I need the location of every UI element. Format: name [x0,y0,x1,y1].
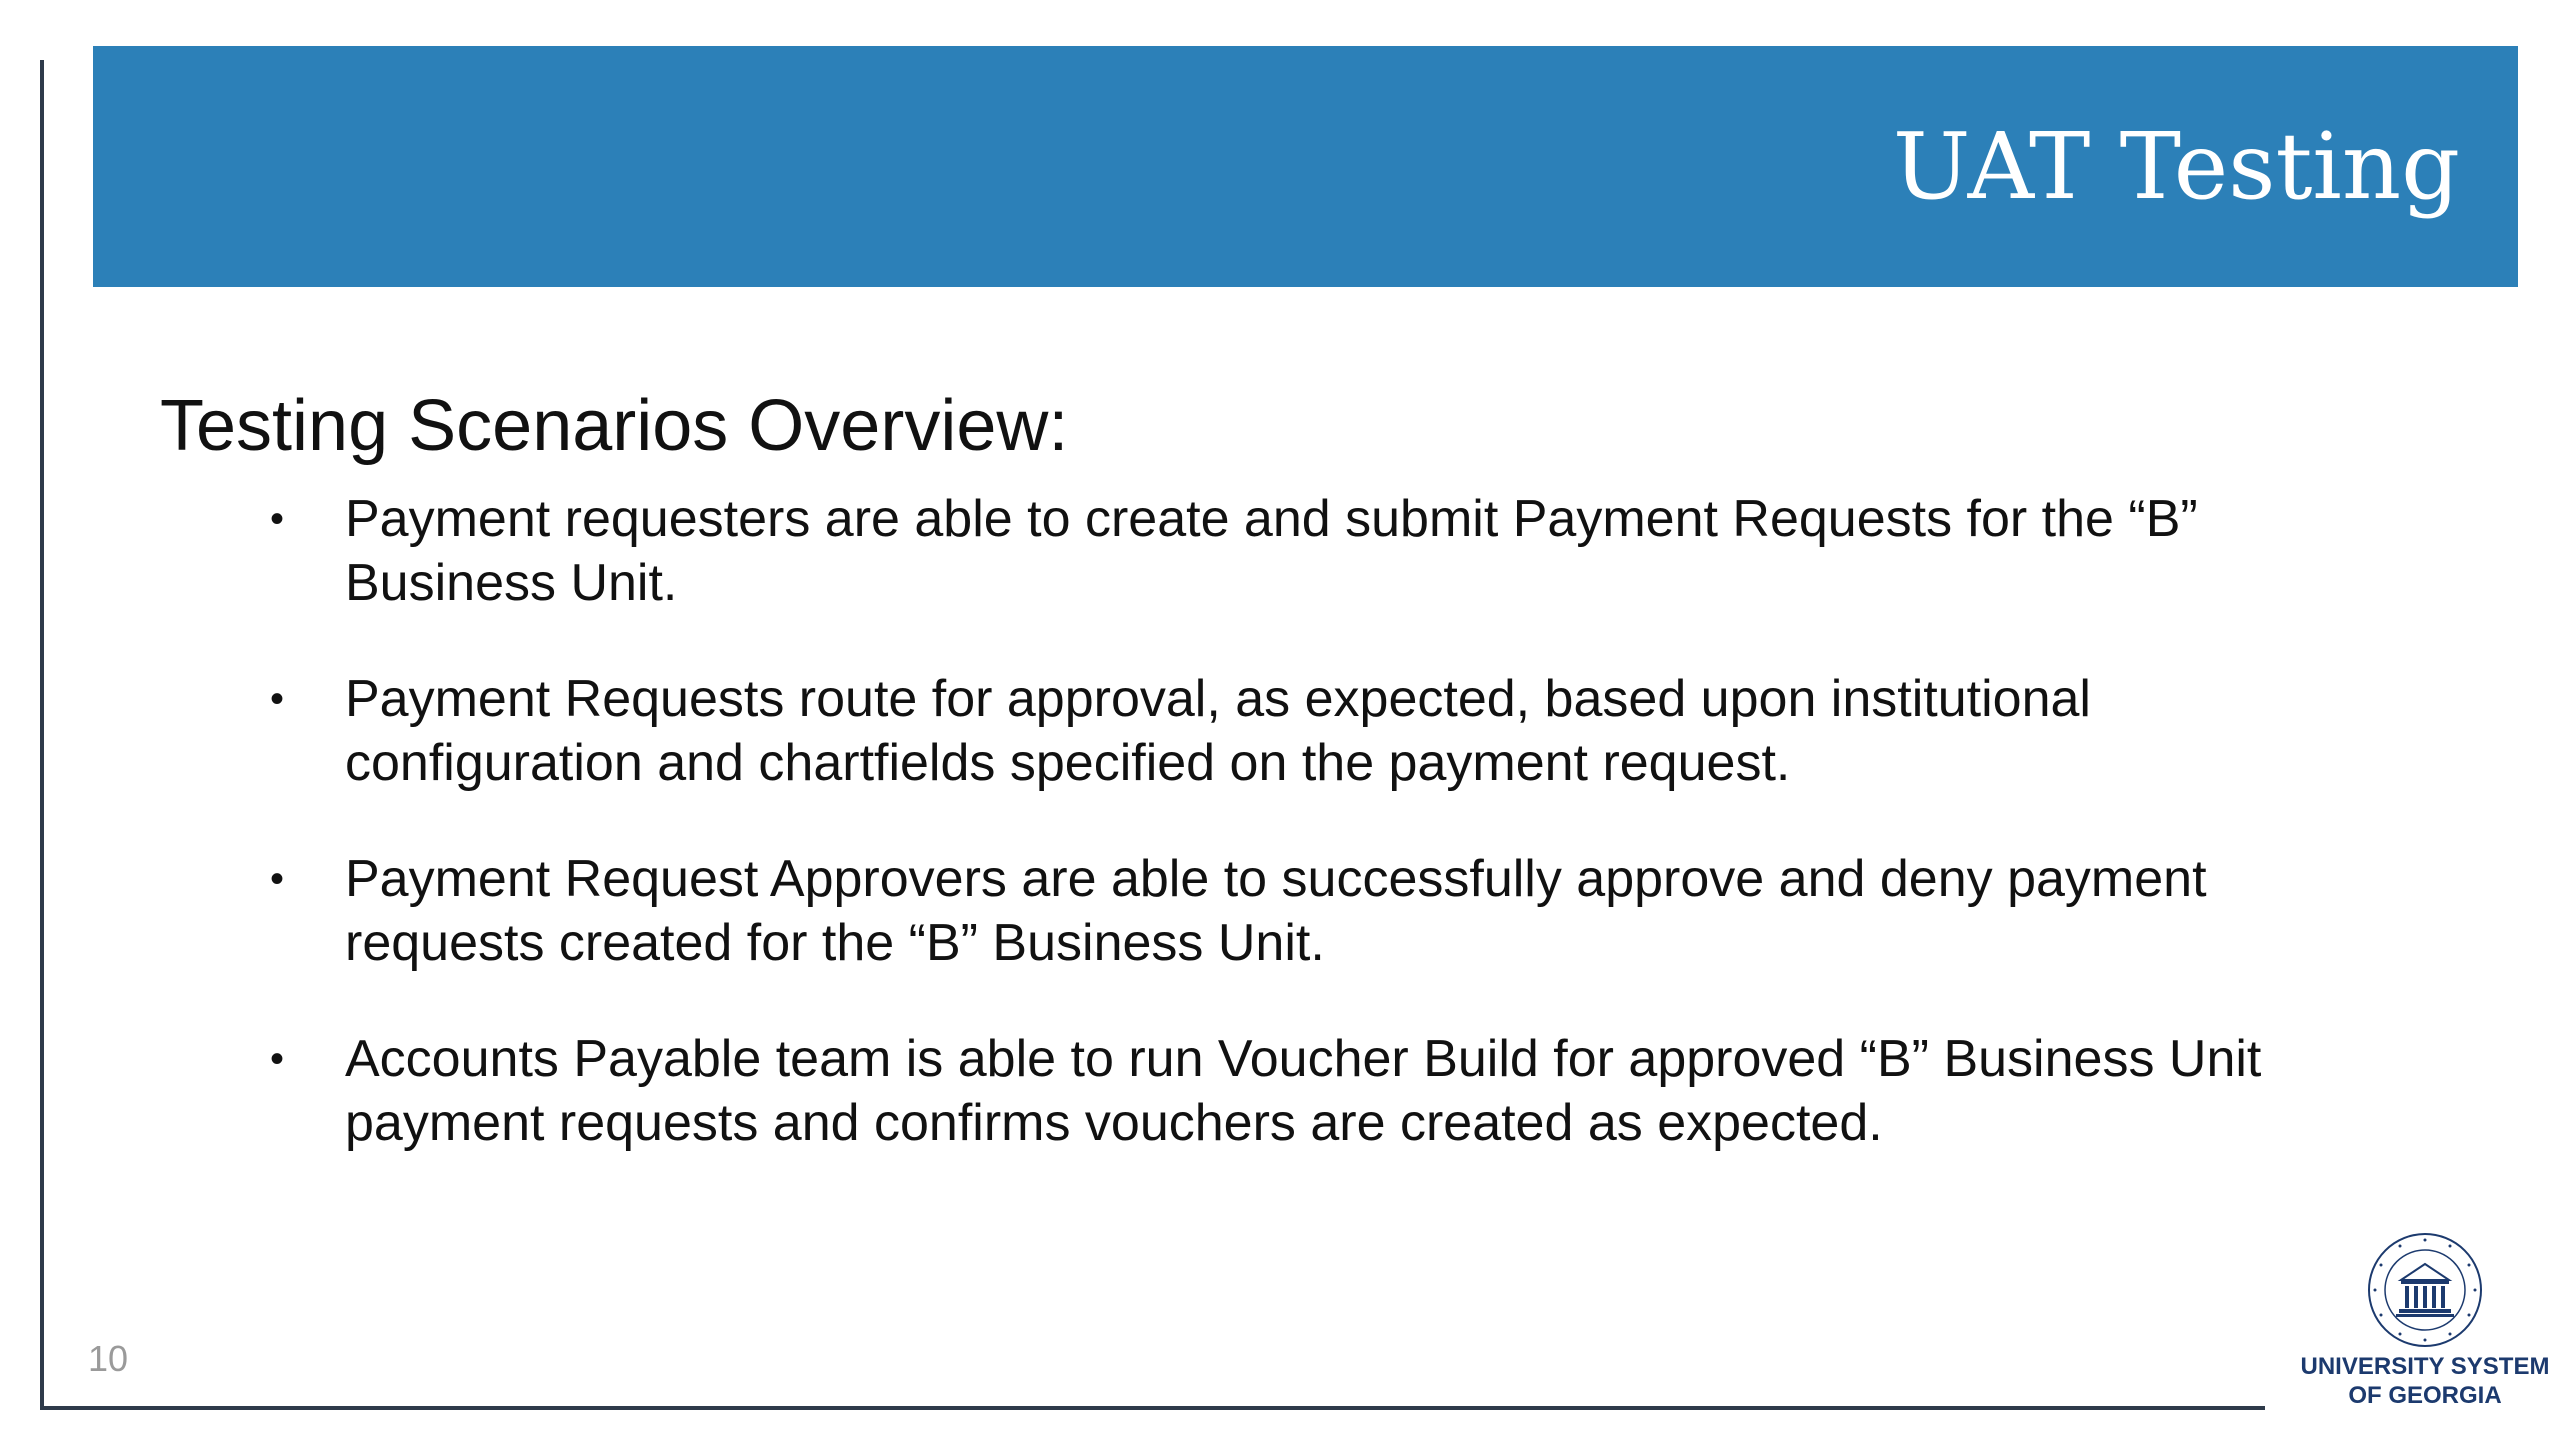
section-heading: Testing Scenarios Overview: [160,386,1069,466]
logo-text-line-2: OF GEORGIA [2348,1382,2502,1409]
logo-text-line-1: UNIVERSITY SYSTEM [2300,1353,2550,1380]
bullet-icon: • [270,857,285,901]
bullet-text: Payment Request Approvers are able to successfully approve and deny payment requests created for the “B” Business Unit. [345,850,2207,972]
university-seal-icon [2365,1230,2485,1350]
bullet-text: Accounts Payable team is able to run Voucher Build for approved “B” Business Unit payment requests and confirms vouchers are created as expected. [345,1030,2262,1152]
bullet-item [270,1027,2345,1155]
page-number: 10 [88,1338,129,1379]
bullet-icon: • [270,497,285,541]
bullet-item [270,667,2345,795]
bullet-icon: • [270,1037,285,1081]
bullet-item [270,487,2345,615]
title-band [93,46,2518,287]
left-border-rule [40,60,44,1410]
bottom-border-rule [40,1406,2265,1410]
bullet-item [270,847,2345,975]
slide-title: UAT Testing [1892,113,2460,220]
bullet-list [270,487,2345,1207]
university-system-logo [2300,1230,2550,1420]
bullet-text: Payment Requests route for approval, as expected, based upon institutional configuration and chartfields specified on the payment request. [345,670,2091,792]
bullet-text: Payment requesters are able to create and submit Payment Requests for the “B” Business Unit. [345,490,2198,612]
bullet-icon: • [270,677,285,721]
